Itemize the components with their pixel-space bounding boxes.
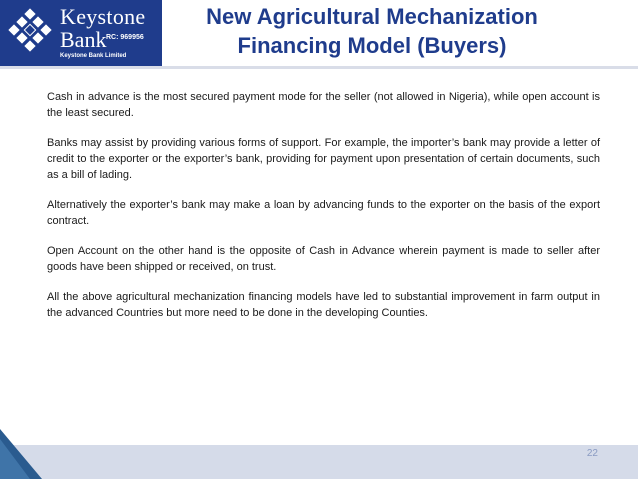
title-line-2: Financing Model (Buyers)	[237, 33, 507, 58]
logo-rc-number: RC: 969956	[106, 34, 144, 41]
keystone-diamond-icon	[6, 8, 54, 56]
page-title	[172, 2, 572, 60]
body-text	[47, 89, 600, 335]
footer-band	[0, 445, 638, 479]
footer-triangle-decoration	[0, 429, 44, 479]
header-divider	[0, 66, 638, 69]
paragraph: Open Account on the other hand is the opposite of Cash in Advance wherein payment is made to seller after goods have been shipped or received, on trust.	[47, 245, 600, 273]
title-line-1: New Agricultural Mechanization	[206, 4, 538, 29]
paragraph: Alternatively the exporter’s bank may make a loan by advancing funds to the exporter on the basis of the export contract.	[47, 199, 600, 227]
page-number: 22	[586, 448, 598, 459]
paragraph: Banks may assist by providing various forms of support. For example, the importer’s bank may provide a letter of credit to the exporter or the exporter’s bank, providing for payment upon presentation of certain documents, such as a bill of lading.	[47, 137, 600, 181]
logo-subtitle: Keystone Bank Limited	[60, 53, 127, 59]
paragraph: All the above agricultural mechanization financing models have led to substantial improvement in farm output in the advanced Countries but more need to be done in the developing Counties.	[47, 291, 600, 319]
paragraph: Cash in advance is the most secured payment mode for the seller (not allowed in Nigeria), while open account is the least secured.	[47, 91, 600, 119]
logo	[0, 0, 162, 66]
logo-name-line1: Keystone	[60, 4, 146, 29]
logo-name-line2: Bank	[60, 27, 107, 52]
